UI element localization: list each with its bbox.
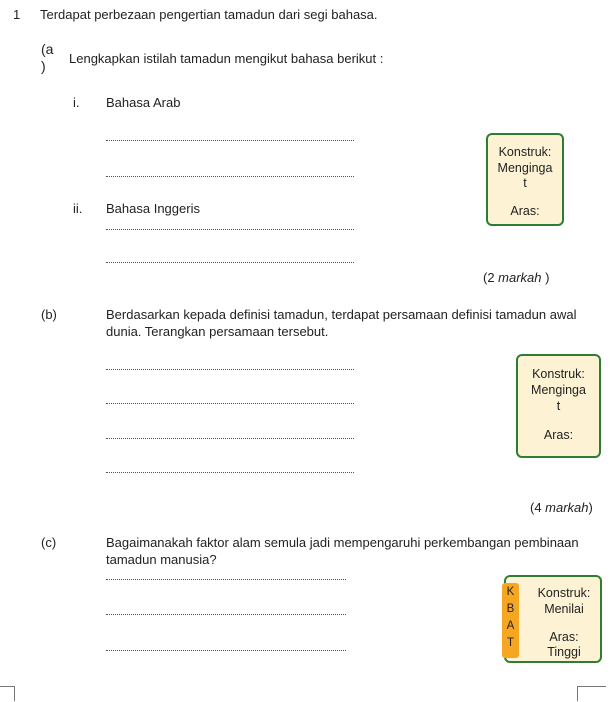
- aras-value: Tinggi: [547, 645, 581, 659]
- answer-line[interactable]: [106, 140, 354, 141]
- part-b-text-cont: dunia. Terangkan persamaan tersebut.: [106, 324, 329, 339]
- answer-line[interactable]: [106, 369, 354, 370]
- kbat-tag: [502, 583, 519, 658]
- aras-label: Aras:: [549, 630, 579, 644]
- part-b-label: (b): [41, 307, 57, 322]
- answer-line[interactable]: [106, 472, 354, 473]
- answer-line[interactable]: [106, 176, 354, 177]
- kbat-letter: K: [506, 586, 515, 598]
- construct-box-b: [516, 354, 601, 458]
- konstruk-label: Konstruk:: [537, 586, 591, 600]
- konstruk-value-cont: t: [556, 399, 561, 413]
- part-c-label: (c): [41, 535, 57, 550]
- answer-line[interactable]: [106, 579, 346, 580]
- item-number: ii.: [73, 201, 83, 216]
- konstruk-value: Menginga: [497, 161, 553, 175]
- construct-box-a: [486, 133, 564, 226]
- konstruk-label: Konstruk:: [532, 367, 585, 381]
- konstruk-label: Konstruk:: [498, 145, 552, 159]
- konstruk-value: Menilai: [544, 602, 584, 616]
- answer-line[interactable]: [106, 403, 354, 404]
- kbat-letter: T: [506, 637, 515, 649]
- part-c-text: Bagaimanakah faktor alam semula jadi mempengaruhi perkembangan pembinaan: [106, 535, 579, 550]
- answer-line[interactable]: [106, 614, 346, 615]
- konstruk-value: Menginga: [531, 383, 586, 397]
- crop-mark: [577, 686, 606, 701]
- crop-mark: [0, 686, 15, 701]
- answer-line[interactable]: [106, 229, 354, 230]
- konstruk-value-cont: t: [523, 176, 527, 190]
- marks-b: (4 markah): [530, 500, 593, 515]
- kbat-letter: A: [506, 620, 515, 632]
- part-b-text: Berdasarkan kepada definisi tamadun, terdapat persamaan definisi tamadun awal: [106, 307, 577, 322]
- answer-line[interactable]: [106, 438, 354, 439]
- kbat-letter: B: [506, 603, 515, 615]
- answer-line[interactable]: [106, 650, 346, 651]
- marks-a: (2 markah ): [483, 270, 550, 285]
- part-a-label: (a: [41, 41, 54, 57]
- item-label-inggeris: Bahasa Inggeris: [106, 201, 200, 216]
- question-number: 1: [13, 7, 21, 22]
- question-stem: Terdapat perbezaan pengertian tamadun dari segi bahasa.: [40, 7, 378, 22]
- part-c-text-cont: tamadun manusia?: [106, 552, 217, 567]
- item-number: i.: [73, 95, 80, 110]
- part-a-text: Lengkapkan istilah tamadun mengikut bahasa berikut :: [69, 51, 384, 66]
- answer-line[interactable]: [106, 262, 354, 263]
- part-a-label-close: ): [41, 58, 46, 74]
- aras-label: Aras:: [510, 204, 540, 218]
- item-label-arab: Bahasa Arab: [106, 95, 181, 110]
- aras-label: Aras:: [543, 428, 574, 442]
